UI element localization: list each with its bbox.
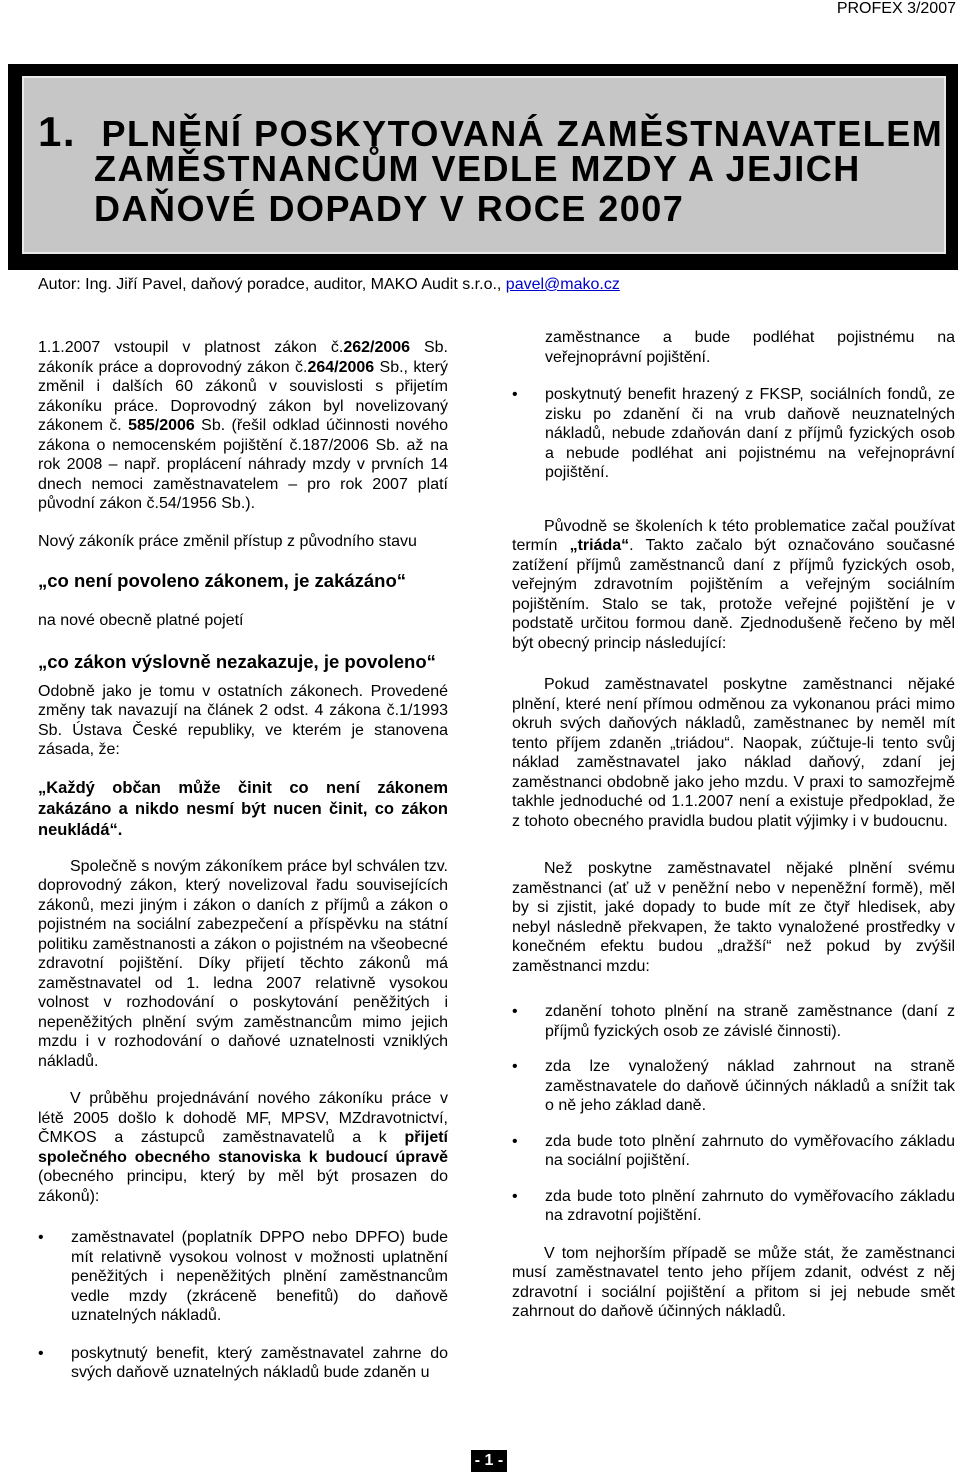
- list-item: • zda bude toto plnění zahrnuto do vyměřovacího základu na sociální pojištění.: [512, 1132, 955, 1169]
- quote-constitution: „Každý občan může činit co není zákonem zakázáno a nikdo nesmí být nucen činit, co zákon neukládá“.: [38, 778, 448, 839]
- paragraph: Odobně jako je tomu v ostatních zákonech. Provedené změny tak navazují na článek 2 odst. 4 zákona č.1/1993 Sb. Ústava České republiky, ve kterém je stanovena zásada, že:: [38, 682, 448, 758]
- list-item-continued: zaměstnance a bude podléhat pojistnému na veřejnoprávní pojištění.: [545, 329, 955, 366]
- bullet-icon: •: [512, 1003, 518, 1020]
- list-item: • zdanění tohoto plnění na straně zaměstnance (daní z příjmů fyzických osob ze závislé činnosti).: [512, 1003, 955, 1040]
- paragraph: Než poskytne zaměstnavatel nějaké plnění svému zaměstnanci (ať už v peněžní nebo v nepeněžní formě), měl by si zjistit, jaké dopady to bude mít ze čtyř hledisek, aby nebyl následně překvapen, že takto vynaložené prostředky v konečném efektu budou „dražší“ než pokud by zvýšil zaměstnanci mzdu:: [512, 860, 955, 975]
- bullet-icon: •: [38, 1344, 44, 1362]
- bullet-icon: •: [512, 1132, 518, 1150]
- list-item: • poskytnutý benefit, který zaměstnavatel zahrne do svých daňově uznatelných nákladů bude zdaněn u: [38, 1344, 448, 1381]
- paragraph: na nové obecně platné pojetí: [38, 611, 244, 629]
- intro-paragraph: 1.1.2007 vstoupil v platnost zákon č.262/2006 Sb. zákoník práce a doprovodný zákon č.264/2006 Sb., který změnil i dalších 60 zákonů v souvislosti s přijetím zákoníku práce. Doprovodný zákon byl novelizovaný zákonem č. 585/2006 Sb. (řešil odklad účinnosti nového zákona o nemocenském pojištění č.187/2006 Sb. až na rok 2008 – např. proplácení náhrady mzdy v prvních 14 dnech nemoci zaměstnavatelem – pro rok 2007 platí původní zákon č.54/1956 Sb.).: [38, 339, 448, 512]
- title-frame: [8, 64, 958, 270]
- paragraph: Původně se školeních k této problematice začal používat termín „triáda“. Takto začalo být označováno současné zatížení příjmů zaměstnanců daní z příjmů fyzických osob, veřejným zdravotním pojištěním a veřejným sociálním pojištěním. Stalo se tak, protože veřejné pojištění je v podstatě určitou formou daně. Zjednodušeně řečeno by měl být obecný princip následující:: [512, 517, 955, 652]
- left-column: [38, 338, 448, 1383]
- chapter-number: 1.: [38, 108, 77, 155]
- bullet-icon: •: [512, 1058, 518, 1075]
- title-line-3: DAŇOVÉ DOPADY V ROCE 2007: [94, 188, 685, 229]
- quote-new-principle: „co zákon výslovně nezakazuje, je povoleno“: [38, 651, 436, 672]
- bullet-icon: •: [512, 386, 518, 403]
- paragraph: Společně s novým zákoníkem práce byl schválen tzv. doprovodný zákon, který novelizoval řadu souvisejících zákonů, mezi jiným i zákon o daních z příjmů a zákon o pojistném na sociální zabezpečení a příspěvku na státní politiku zaměstnanosti a zákon o pojistném na všeobecné zdravotní pojištění. Díky přijetí těchto zákonů má zaměstnavatel od 1. ledna 2007 relativně vysokou volnost v rozhodování o poskytování peněžitých i nepeněžitých plnění svým zaměstnancům mimo jejich mzdu i v rozhodování o daňové uznatelnosti vzniklých nákladů.: [38, 857, 448, 1070]
- title-box: [22, 76, 946, 254]
- quote-old-principle: „co není povoleno zákonem, je zakázáno“: [38, 570, 407, 591]
- issue-header: PROFEX 3/2007: [836, 0, 956, 17]
- list-item: • poskytnutý benefit hrazený z FKSP, sociálních fondů, ze zisku po zdanění či na vrub daňově neuznatelných nákladů, nebude zdaňován daní z příjmů fyzických osob a nebude podléhat ani pojistnému na veřejnoprávní pojištění.: [512, 386, 955, 481]
- author-email-link[interactable]: pavel@mako.cz: [505, 276, 620, 293]
- bullet-icon: •: [38, 1229, 44, 1246]
- author-line: Autor: Ing. Jiří Pavel, daňový poradce, auditor, MAKO Audit s.r.o., pavel@mako.cz: [38, 276, 620, 293]
- bullet-icon: •: [512, 1187, 518, 1205]
- paragraph: V tom nejhorším případě se může stát, že zaměstnanci musí zaměstnavatel tento jeho příjem zdanit, odvést z něj zdravotní i sociální pojištění a přitom si jej nebude smět zahrnout do daňově účinných nákladů.: [512, 1244, 955, 1320]
- page-number: - 1 -: [471, 1450, 507, 1472]
- paragraph: Pokud zaměstnavatel poskytne zaměstnanci nějaké plnění, které není přímou odměnou za vykonanou práci mimo okruh svých daňových nákladů, zaměstnanec by neměl mít tento příjem zdaněn „triádou“. Naopak, zúčtuje-li tento svůj náklad zaměstnavatel jako náklad daňový, zdaní jej zaměstnanci obdobně jako jeho mzdu. V praxi to samozřejmě takhle jednoduché od 1.1.2007 není a existuje předpoklad, že z tohoto obecného pravidla budou platit výjimky i v budoucnu.: [512, 676, 955, 830]
- paragraph: Nový zákoník práce změnil přístup z původního stavu: [38, 532, 417, 550]
- title-line-2: ZAMĚSTNANCŮM VEDLE MZDY A JEJICH: [94, 148, 861, 189]
- list-item: • zaměstnavatel (poplatník DPPO nebo DPFO) bude mít relativně vysokou volnost v možnosti uplatnění peněžitých i nepeněžitých plnění zaměstnancům vedle mzdy (zkráceně benefitů) do daňově uznatelných nákladů.: [38, 1229, 448, 1324]
- right-column: [512, 328, 955, 1322]
- paragraph: V průběhu projednávání nového zákoníku práce v létě 2005 došlo k dohodě MF, MPSV, MZdravotnictví, ČMKOS a zástupců zaměstnavatelů a k přijetí společného obecného stanoviska k budoucí úpravě (obecného principu, který by měl být prosazen do zákonů):: [38, 1090, 448, 1205]
- list-item: • zda bude toto plnění zahrnuto do vyměřovacího základu na zdravotní pojištění.: [512, 1187, 955, 1224]
- title-line-1: 1. PLNĚNÍ POSKYTOVANÁ ZAMĚSTNAVATELEM: [38, 108, 944, 155]
- list-item: • zda lze vynaložený náklad zahrnout na straně zaměstnavatele do daňově účinných nákladů a snížit tak o ně jeho základ daně.: [512, 1058, 955, 1114]
